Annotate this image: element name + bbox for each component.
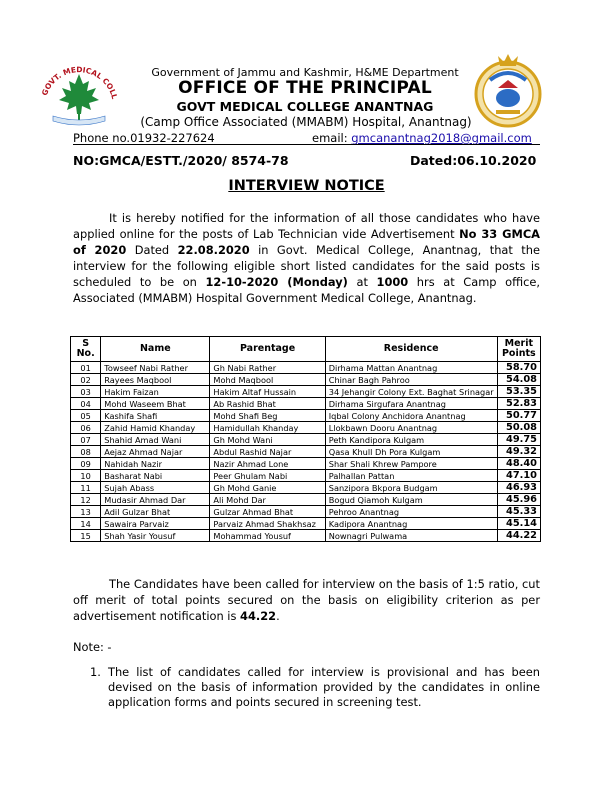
cell-sno: 15	[71, 530, 101, 542]
note-item-text: The list of candidates called for interview is provisional and has been devised on the basis of information provided by the candidates in online application forms and points secured in screening test.	[108, 665, 540, 709]
advertisement-date: 22.08.2020	[177, 243, 250, 257]
cell-merit: 47.10	[497, 470, 540, 482]
cell-name: Sujah Abass	[101, 482, 210, 494]
cell-merit: 53.35	[497, 386, 540, 398]
cell-merit: 58.70	[497, 362, 540, 374]
cell-name: Sawaira Parvaiz	[101, 518, 210, 530]
phone-label: Phone no.	[73, 131, 131, 145]
intro-text-3: in Govt. Medical College, Anantnag, that the interview for the following eligible short listed candidates for the said posts is scheduled to be on	[73, 243, 540, 289]
cell-sno: 05	[71, 410, 101, 422]
phone-number: 01932-227624	[130, 131, 215, 145]
government-line: Government of Jammu and Kashmir, H&ME Department	[151, 66, 459, 79]
header-divider	[73, 144, 540, 145]
cell-name: Basharat Nabi	[101, 470, 210, 482]
cell-merit: 44.22	[497, 530, 540, 542]
cell-merit: 50.08	[497, 422, 540, 434]
table-row	[71, 458, 541, 470]
phone-line	[73, 131, 215, 145]
cell-merit: 45.14	[497, 518, 540, 530]
cell-residence: 34 Jehangir Colony Ext. Baghat Srinagar	[325, 386, 497, 398]
intro-text-4: at	[347, 275, 377, 289]
candidates-table-body	[71, 362, 541, 542]
email-line	[312, 131, 532, 145]
cell-residence: Shar Shali Khrew Pampore	[325, 458, 497, 470]
cell-residence: Palhallan Pattan	[325, 470, 497, 482]
cell-sno: 11	[71, 482, 101, 494]
cell-merit: 49.32	[497, 446, 540, 458]
cell-sno: 14	[71, 518, 101, 530]
cell-sno: 03	[71, 386, 101, 398]
table-row	[71, 506, 541, 518]
header-sno: S No.	[71, 337, 101, 362]
college-name: GOVT MEDICAL COLLEGE ANANTNAG	[176, 99, 434, 114]
cell-parentage: Ab Rashid Bhat	[210, 398, 325, 410]
header-name: Name	[101, 337, 210, 362]
cell-sno: 09	[71, 458, 101, 470]
cell-name: Adil Gulzar Bhat	[101, 506, 210, 518]
table-header-row	[71, 337, 541, 362]
cell-residence: Kadipora Anantnag	[325, 518, 497, 530]
cell-name: Mudasir Ahmad Dar	[101, 494, 210, 506]
table-row	[71, 362, 541, 374]
cutoff-end: .	[276, 609, 280, 623]
cell-name: Nahidah Nazir	[101, 458, 210, 470]
cell-sno: 07	[71, 434, 101, 446]
header-merit: Merit Points	[497, 337, 540, 362]
table-row	[71, 434, 541, 446]
cell-merit: 49.75	[497, 434, 540, 446]
cell-name: Towseef Nabi Rather	[101, 362, 210, 374]
cell-residence: Nownagri Pulwama	[325, 530, 497, 542]
cell-name: Zahid Hamid Khanday	[101, 422, 210, 434]
maple-leaf-icon	[59, 74, 99, 120]
cell-parentage: Ali Mohd Dar	[210, 494, 325, 506]
cell-residence: Peth Kandipora Kulgam	[325, 434, 497, 446]
cell-parentage: Mohd Shafi Beg	[210, 410, 325, 422]
cell-sno: 01	[71, 362, 101, 374]
cell-residence: Bogud Qiamoh Kulgam	[325, 494, 497, 506]
cell-name: Kashifa Shafi	[101, 410, 210, 422]
cell-parentage: Abdul Rashid Najar	[210, 446, 325, 458]
cell-parentage: Mohd Maqbool	[210, 374, 325, 386]
notice-title: INTERVIEW NOTICE	[228, 178, 385, 194]
reference-date: Dated:06.10.2020	[410, 153, 537, 168]
table-row	[71, 530, 541, 542]
cell-parentage: Hamidullah Khanday	[210, 422, 325, 434]
intro-text-2: Dated	[126, 243, 178, 257]
cell-name: Rayees Maqbool	[101, 374, 210, 386]
cell-parentage: Gh Mohd Wani	[210, 434, 325, 446]
cell-parentage: Peer Ghulam Nabi	[210, 470, 325, 482]
cell-sno: 04	[71, 398, 101, 410]
cell-parentage: Nazir Ahmad Lone	[210, 458, 325, 470]
cell-merit: 46.93	[497, 482, 540, 494]
cell-merit: 45.96	[497, 494, 540, 506]
candidates-table	[70, 336, 541, 542]
note-label: Note: -	[73, 640, 112, 654]
cutoff-value: 44.22	[240, 609, 277, 623]
table-row	[71, 410, 541, 422]
cell-name: Mohd Waseem Bhat	[101, 398, 210, 410]
cell-merit: 52.83	[497, 398, 540, 410]
cell-parentage: Gulzar Ahmad Bhat	[210, 506, 325, 518]
cell-merit: 54.08	[497, 374, 540, 386]
table-row	[71, 374, 541, 386]
cell-merit: 45.33	[497, 506, 540, 518]
cell-name: Hakim Faizan	[101, 386, 210, 398]
cell-name: Shah Yasir Yousuf	[101, 530, 210, 542]
header-residence: Residence	[325, 337, 497, 362]
cell-parentage: Gh Mohd Ganie	[210, 482, 325, 494]
cell-sno: 08	[71, 446, 101, 458]
intro-text-1: It is hereby notified for the information of all those candidates who have applied online for the posts of Lab Technician vide Advertisement	[73, 211, 540, 241]
intro-text-5: hrs at Camp office, Associated (MMABM) Hospital Government Medical College, Anantnag.	[73, 275, 540, 305]
email-link[interactable]: gmcanantnag2018@gmail.com	[351, 131, 532, 145]
table-row	[71, 446, 541, 458]
cell-residence: Dirhama Sirgufara Anantnag	[325, 398, 497, 410]
table-row	[71, 518, 541, 530]
cell-residence: Chinar Bagh Pahroo	[325, 374, 497, 386]
cell-parentage: Parvaiz Ahmad Shakhsaz	[210, 518, 325, 530]
cell-parentage: Gh Nabi Rather	[210, 362, 325, 374]
cell-merit: 50.77	[497, 410, 540, 422]
cell-sno: 06	[71, 422, 101, 434]
cell-name: Shahid Amad Wani	[101, 434, 210, 446]
cell-residence: Llokbawn Dooru Anantnag	[325, 422, 497, 434]
interview-date: 12-10-2020 (Monday)	[205, 275, 348, 289]
office-title: OFFICE OF THE PRINCIPAL	[178, 78, 432, 98]
cell-residence: Sanzipora Bkpora Budgam	[325, 482, 497, 494]
cell-name: Aejaz Ahmad Najar	[101, 446, 210, 458]
cutoff-paragraph	[73, 576, 540, 624]
advertisement-number: No 33 GMCA of 2020	[73, 227, 540, 257]
cell-residence: Iqbal Colony Anchidora Anantnag	[325, 410, 497, 422]
camp-office: (Camp Office Associated (MMABM) Hospital, Anantnag)	[140, 115, 472, 129]
cell-sno: 10	[71, 470, 101, 482]
cell-merit: 48.40	[497, 458, 540, 470]
note-item-number: 1.	[90, 665, 101, 679]
cell-residence: Qasa Khull Dh Pora Kulgam	[325, 446, 497, 458]
cell-residence: Dirhama Mattan Anantnag	[325, 362, 497, 374]
interview-time: 1000	[376, 275, 409, 289]
table-row	[71, 482, 541, 494]
cutoff-text: The Candidates have been called for interview on the basis of 1:5 ratio, cut off merit of total points secured on the basis on eligibility criterion as per advertisement notification is	[73, 577, 540, 623]
cell-sno: 13	[71, 506, 101, 518]
table-row	[71, 470, 541, 482]
cell-sno: 12	[71, 494, 101, 506]
cell-residence: Pehroo Anantnag	[325, 506, 497, 518]
table-row	[71, 422, 541, 434]
cell-parentage: Hakim Altaf Hussain	[210, 386, 325, 398]
email-label: email:	[312, 131, 352, 145]
table-row	[71, 386, 541, 398]
header-parentage: Parentage	[210, 337, 325, 362]
college-logo-text: GOVT. MEDICAL COLL	[39, 65, 120, 101]
cell-parentage: Mohammad Yousuf	[210, 530, 325, 542]
cell-sno: 02	[71, 374, 101, 386]
intro-paragraph	[73, 210, 540, 306]
table-row	[71, 494, 541, 506]
reference-number: NO:GMCA/ESTT./2020/ 8574-78	[73, 153, 289, 168]
table-row	[71, 398, 541, 410]
